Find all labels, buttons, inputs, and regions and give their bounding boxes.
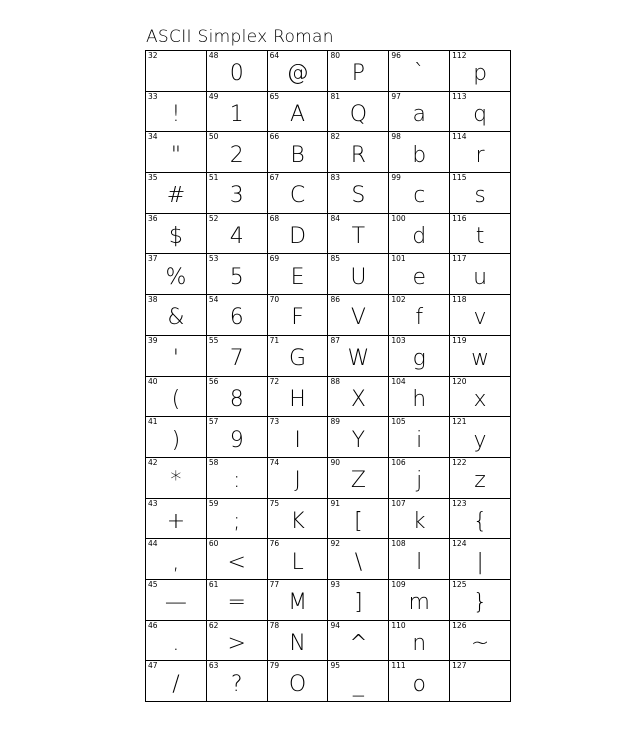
char-code: 80 [330, 51, 341, 60]
char-code: 108 [391, 539, 406, 549]
char-glyph: [ [354, 508, 363, 534]
char-cell [328, 580, 389, 621]
char-code: 95 [330, 661, 341, 671]
char-glyph: t [475, 224, 485, 250]
char-code: 125 [452, 579, 467, 589]
char-cell [389, 214, 450, 255]
char-glyph: T [351, 224, 366, 250]
char-cell [450, 580, 511, 621]
char-glyph: . [172, 630, 180, 656]
char-code: 75 [269, 498, 280, 508]
char-code: 90 [330, 457, 341, 467]
char-cell [450, 92, 511, 133]
char-cell [207, 539, 268, 580]
char-cell [389, 173, 450, 214]
char-glyph: f [415, 305, 424, 331]
char-glyph: V [350, 305, 366, 331]
char-code: 42 [148, 457, 158, 467]
char-cell [328, 539, 389, 580]
char-glyph: w [471, 346, 490, 372]
char-code: 40 [148, 376, 158, 386]
char-code: 96 [391, 51, 401, 60]
char-glyph: P [351, 61, 366, 87]
char-cell [146, 132, 207, 173]
char-code: 94 [330, 620, 341, 630]
char-code: 45 [148, 579, 158, 589]
char-glyph: J [294, 468, 301, 494]
char-code: 105 [391, 417, 406, 427]
char-cell [146, 661, 207, 702]
char-cell [207, 377, 268, 418]
char-cell [328, 132, 389, 173]
char-code: 100 [391, 213, 406, 223]
char-cell [207, 580, 268, 621]
char-code: 34 [148, 132, 158, 142]
char-glyph: C [289, 183, 306, 209]
char-cell [389, 254, 450, 295]
char-cell [268, 132, 329, 173]
char-glyph: ; [233, 508, 241, 534]
char-glyph: G [289, 346, 307, 372]
char-code: 122 [452, 457, 467, 467]
char-code: 76 [269, 539, 280, 549]
char-glyph: l [416, 549, 423, 575]
char-glyph: F [291, 305, 304, 331]
char-glyph: Q [349, 102, 368, 128]
char-cell [207, 458, 268, 499]
char-code: 97 [391, 91, 401, 101]
char-glyph: : [233, 468, 241, 494]
char-code: 89 [330, 417, 341, 427]
char-glyph: _ [352, 671, 364, 697]
char-cell [146, 580, 207, 621]
char-code: 43 [148, 498, 158, 508]
char-code: 86 [330, 295, 341, 305]
char-glyph: H [289, 386, 306, 412]
char-code: 53 [208, 254, 219, 264]
char-code: 65 [269, 91, 280, 101]
char-glyph: 5 [229, 264, 244, 290]
char-code: 51 [208, 173, 219, 183]
char-code: 115 [452, 173, 467, 183]
char-glyph: $ [168, 224, 183, 250]
char-glyph: M [288, 590, 308, 616]
char-cell [389, 92, 450, 133]
char-glyph: r [475, 142, 485, 168]
char-glyph: p [473, 61, 488, 87]
char-code: 113 [452, 91, 467, 101]
char-code: 109 [391, 579, 406, 589]
char-glyph: u [473, 264, 488, 290]
char-code: 63 [208, 661, 219, 671]
char-cell [268, 173, 329, 214]
char-cell [450, 539, 511, 580]
char-cell [450, 377, 511, 418]
char-cell [268, 621, 329, 662]
char-glyph: x [473, 386, 487, 412]
char-cell [268, 92, 329, 133]
char-glyph: * [170, 468, 182, 494]
char-cell [389, 580, 450, 621]
char-cell [268, 51, 329, 92]
char-code: 114 [452, 132, 467, 142]
char-cell [268, 539, 329, 580]
char-code: 116 [452, 213, 467, 223]
char-code: 55 [208, 335, 219, 345]
char-glyph: ( [171, 386, 181, 412]
char-code: 58 [208, 457, 219, 467]
char-glyph: @ [286, 61, 309, 87]
char-glyph: < [227, 549, 246, 575]
char-code: 57 [208, 417, 219, 427]
char-code: 73 [269, 417, 280, 427]
char-glyph: U [350, 264, 367, 290]
char-glyph: ~ [470, 630, 490, 656]
char-cell [328, 173, 389, 214]
char-glyph: ! [171, 102, 181, 128]
char-code: 41 [148, 417, 158, 427]
char-cell [450, 336, 511, 377]
char-cell [207, 254, 268, 295]
char-glyph: 2 [229, 142, 244, 168]
char-code: 74 [269, 457, 280, 467]
char-cell [207, 295, 268, 336]
char-glyph: \ [354, 549, 363, 575]
char-code: 101 [391, 254, 406, 264]
char-code: 39 [148, 335, 158, 345]
char-glyph: & [167, 305, 185, 331]
char-glyph: > [227, 630, 246, 656]
char-glyph: Y [351, 427, 366, 453]
char-code: 92 [330, 539, 341, 549]
char-cell [328, 621, 389, 662]
char-cell [450, 254, 511, 295]
char-cell [207, 661, 268, 702]
char-cell [146, 417, 207, 458]
char-cell [268, 377, 329, 418]
char-glyph: B [290, 142, 305, 168]
char-cell [389, 132, 450, 173]
char-cell [450, 132, 511, 173]
char-glyph: W [347, 346, 370, 372]
char-glyph: q [473, 102, 488, 128]
char-glyph: m [408, 590, 430, 616]
char-cell [328, 254, 389, 295]
char-glyph: j [416, 468, 423, 494]
char-cell [146, 621, 207, 662]
char-code: 102 [391, 295, 406, 305]
char-glyph: E [290, 264, 305, 290]
char-code: 83 [330, 173, 341, 183]
char-glyph: n [412, 630, 427, 656]
char-glyph: z [474, 468, 486, 494]
char-glyph: N [289, 630, 306, 656]
char-glyph: ) [171, 427, 181, 453]
char-code: 87 [330, 335, 341, 345]
char-code: 107 [391, 498, 406, 508]
char-glyph: 4 [229, 224, 244, 250]
char-cell [328, 661, 389, 702]
char-glyph: 8 [229, 386, 244, 412]
char-code: 82 [330, 132, 341, 142]
char-cell [389, 621, 450, 662]
char-cell [389, 336, 450, 377]
char-cell [146, 458, 207, 499]
char-code: 37 [148, 254, 158, 264]
char-cell [146, 295, 207, 336]
char-code: 112 [452, 51, 467, 60]
char-glyph: v [473, 305, 487, 331]
char-code: 64 [269, 51, 280, 60]
char-glyph: , [172, 549, 180, 575]
char-code: 68 [269, 213, 280, 223]
char-cell [328, 336, 389, 377]
char-glyph: k [412, 508, 426, 534]
char-cell [268, 580, 329, 621]
char-cell [389, 377, 450, 418]
char-cell [146, 254, 207, 295]
char-cell [268, 458, 329, 499]
page-title: ASCII Simplex Roman [146, 27, 334, 47]
char-code: 50 [208, 132, 219, 142]
char-code: 47 [148, 661, 158, 671]
char-code: 110 [391, 620, 406, 630]
char-cell [268, 661, 329, 702]
char-glyph: R [350, 142, 367, 168]
char-cell [207, 336, 268, 377]
char-code: 123 [452, 498, 467, 508]
char-code: 38 [148, 295, 158, 305]
char-cell [389, 51, 450, 92]
char-cell [207, 132, 268, 173]
char-glyph [450, 668, 510, 701]
char-code: 32 [148, 51, 158, 60]
char-code: 111 [391, 661, 406, 671]
char-cell [328, 499, 389, 540]
char-cell [268, 214, 329, 255]
char-glyph: a [412, 102, 426, 128]
char-code: 118 [452, 295, 467, 305]
char-glyph: I [294, 427, 301, 453]
char-code: 69 [269, 254, 280, 264]
char-cell [146, 173, 207, 214]
char-cell [207, 214, 268, 255]
char-code: 127 [452, 661, 467, 671]
char-code: 93 [330, 579, 341, 589]
char-code: 72 [269, 376, 280, 386]
char-glyph: S [351, 183, 366, 209]
char-code: 78 [269, 620, 280, 630]
char-code: 59 [208, 498, 219, 508]
char-cell [207, 92, 268, 133]
char-cell [268, 417, 329, 458]
char-code: 117 [452, 254, 467, 264]
char-glyph: g [412, 346, 426, 372]
char-code: 35 [148, 173, 158, 183]
char-glyph: h [412, 386, 427, 412]
char-glyph: b [412, 142, 427, 168]
char-glyph: / [172, 671, 180, 697]
char-cell [146, 214, 207, 255]
char-code: 36 [148, 213, 158, 223]
char-code: 126 [452, 620, 467, 630]
char-cell [450, 621, 511, 662]
char-cell [450, 295, 511, 336]
char-code: 60 [208, 539, 219, 549]
char-code: 81 [330, 91, 341, 101]
char-glyph: { [473, 508, 488, 534]
char-code: 91 [330, 498, 341, 508]
char-code: 77 [269, 579, 280, 589]
char-glyph: 9 [229, 427, 244, 453]
char-glyph [146, 58, 206, 91]
char-glyph: e [412, 264, 427, 290]
char-glyph: ] [354, 590, 363, 616]
char-glyph: Z [350, 468, 366, 494]
char-code: 88 [330, 376, 341, 386]
char-glyph: 3 [229, 183, 244, 209]
char-cell [268, 499, 329, 540]
char-code: 70 [269, 295, 280, 305]
char-cell [207, 417, 268, 458]
char-code: 62 [208, 620, 219, 630]
char-cell [328, 214, 389, 255]
char-glyph: X [350, 386, 366, 412]
char-code: 103 [391, 335, 406, 345]
char-code: 67 [269, 173, 280, 183]
char-cell [146, 539, 207, 580]
char-glyph: + [166, 508, 186, 534]
char-code: 44 [148, 539, 158, 549]
char-cell [268, 254, 329, 295]
char-cell [146, 92, 207, 133]
char-cell [450, 661, 511, 702]
char-code: 54 [208, 295, 219, 305]
char-cell [450, 51, 511, 92]
char-glyph: — [164, 590, 187, 616]
char-glyph: = [227, 590, 246, 616]
char-cell [328, 92, 389, 133]
char-cell [268, 295, 329, 336]
char-cell [146, 336, 207, 377]
char-glyph: y [473, 427, 487, 453]
char-glyph: % [165, 264, 187, 290]
char-cell [146, 377, 207, 418]
char-cell [389, 295, 450, 336]
char-code: 124 [452, 539, 467, 549]
char-code: 49 [208, 91, 219, 101]
char-glyph: 1 [229, 102, 244, 128]
char-code: 56 [208, 376, 219, 386]
char-glyph: # [166, 183, 186, 209]
char-glyph: | [476, 549, 484, 575]
char-cell [389, 499, 450, 540]
char-cell [389, 539, 450, 580]
char-cell [207, 173, 268, 214]
char-glyph: K [290, 508, 305, 534]
char-code: 98 [391, 132, 401, 142]
char-glyph: " [170, 142, 181, 168]
char-cell [328, 417, 389, 458]
char-glyph: } [473, 590, 488, 616]
char-cell [146, 499, 207, 540]
char-cell [207, 51, 268, 92]
char-cell [268, 336, 329, 377]
char-code: 120 [452, 376, 467, 386]
char-glyph: O [288, 671, 307, 697]
char-glyph: s [474, 183, 486, 209]
char-glyph: D [289, 224, 307, 250]
char-code: 84 [330, 213, 341, 223]
char-cell [207, 621, 268, 662]
char-cell [207, 499, 268, 540]
char-cell [328, 377, 389, 418]
char-code: 119 [452, 335, 467, 345]
char-cell [450, 417, 511, 458]
char-glyph: ^ [349, 630, 368, 656]
char-cell [328, 51, 389, 92]
char-code: 52 [208, 213, 219, 223]
char-cell [328, 295, 389, 336]
char-glyph: ? [230, 671, 243, 697]
char-code: 48 [208, 51, 219, 60]
char-glyph: L [291, 549, 304, 575]
char-code: 104 [391, 376, 406, 386]
char-cell [389, 458, 450, 499]
char-cell [389, 417, 450, 458]
char-cell [146, 51, 207, 92]
char-code: 79 [269, 661, 280, 671]
char-glyph: ' [172, 346, 179, 372]
char-code: 61 [208, 579, 219, 589]
char-cell [450, 458, 511, 499]
char-code: 121 [452, 417, 467, 427]
char-glyph: 6 [229, 305, 244, 331]
char-glyph: ` [413, 61, 425, 87]
char-cell [389, 661, 450, 702]
char-code: 33 [148, 91, 158, 101]
char-glyph: 7 [229, 346, 244, 372]
char-code: 85 [330, 254, 341, 264]
char-glyph: A [290, 102, 306, 128]
char-cell [450, 499, 511, 540]
char-code: 46 [148, 620, 158, 630]
char-cell [450, 214, 511, 255]
char-cell [328, 458, 389, 499]
char-glyph: c [413, 183, 426, 209]
char-code: 106 [391, 457, 406, 467]
char-code: 71 [269, 335, 280, 345]
char-glyph: i [416, 427, 423, 453]
char-cell [450, 173, 511, 214]
char-code: 99 [391, 173, 401, 183]
char-code: 66 [269, 132, 280, 142]
char-glyph: o [412, 671, 426, 697]
char-glyph: 0 [229, 61, 244, 87]
char-glyph: d [412, 224, 427, 250]
character-table [145, 50, 511, 702]
